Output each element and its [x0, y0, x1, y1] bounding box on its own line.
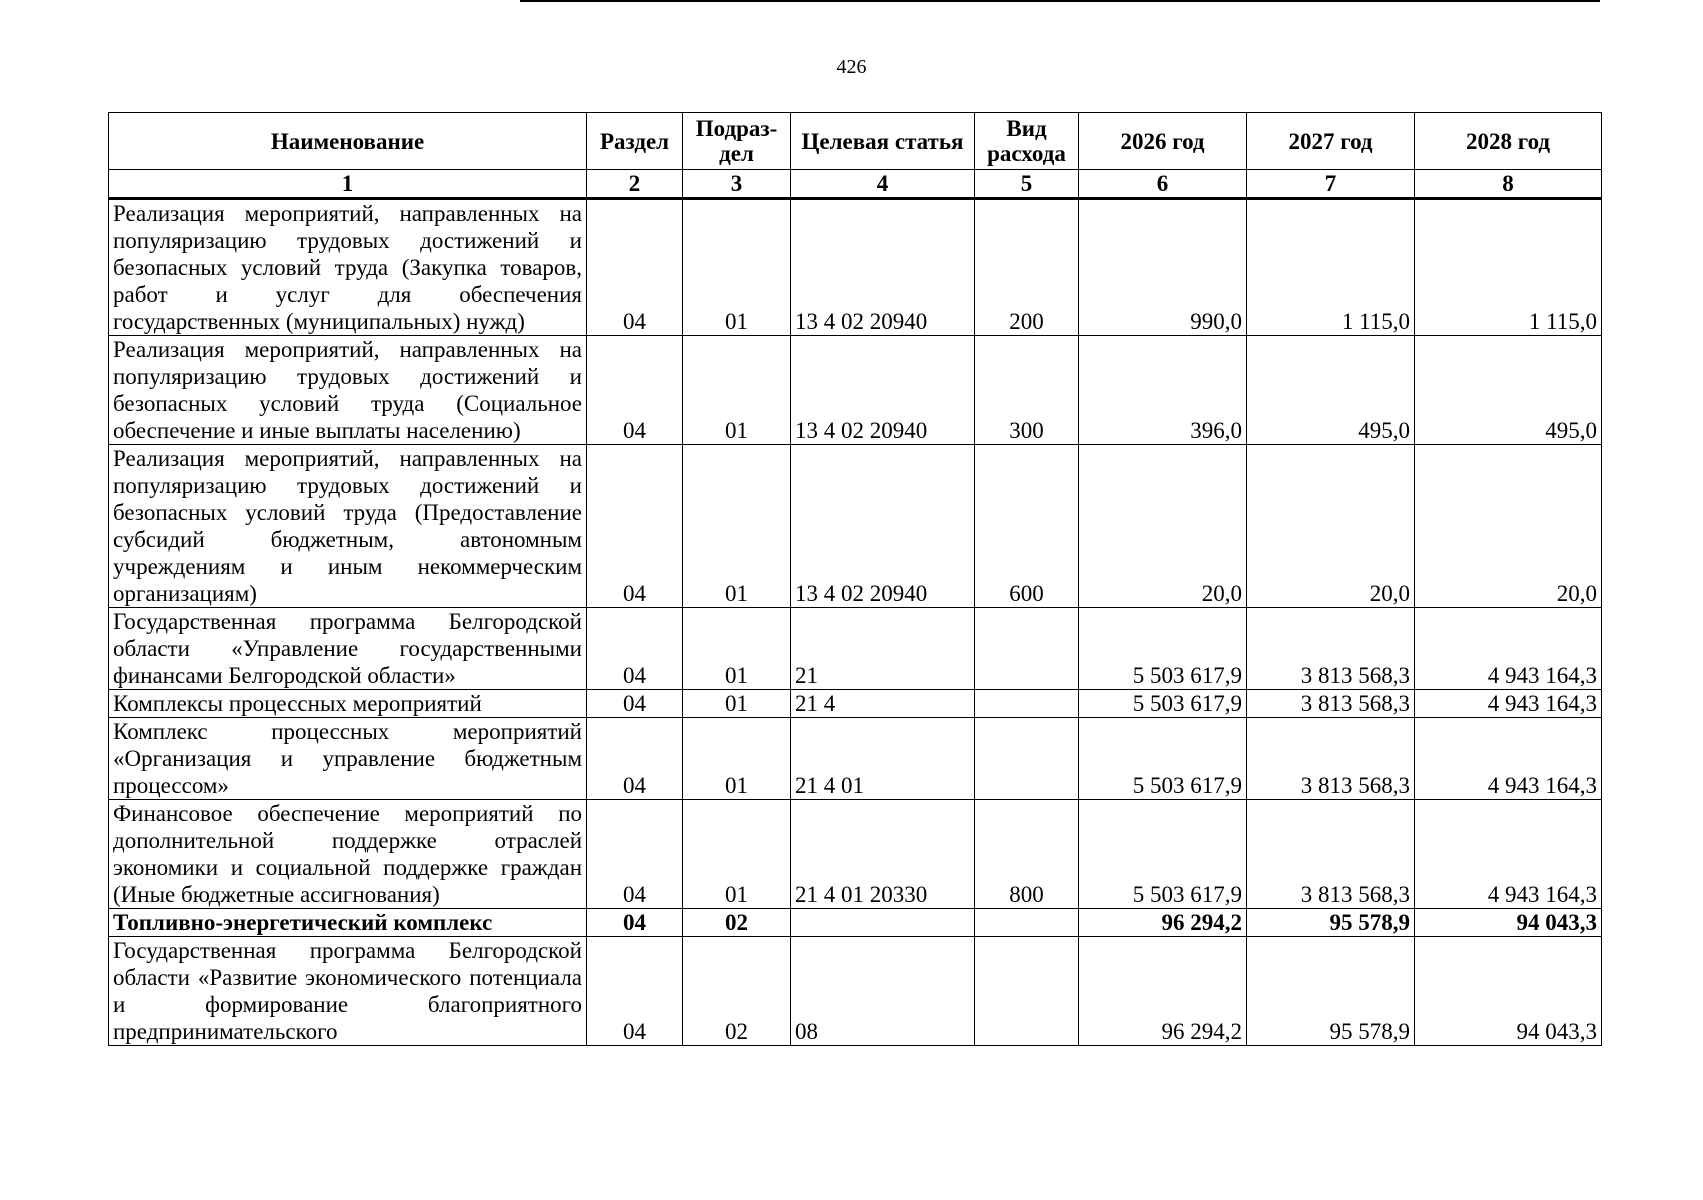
row-2026: 990,0 — [1079, 199, 1247, 336]
row-podrazdel: 01 — [683, 199, 791, 336]
header-2026: 2026 год — [1079, 113, 1247, 170]
column-number-row — [109, 170, 1602, 199]
row-name: Государственная программа Белгородской области «Развитие экономического потенциала и формирование благоприятного предпринимательского — [109, 937, 587, 1046]
table-row — [109, 199, 1602, 336]
row-name: Государственная программа Белгородской области «Управление государственными финансами Белгородской области» — [109, 608, 587, 690]
table-row — [109, 718, 1602, 800]
header-name: Наименование — [109, 113, 587, 170]
row-kind: 300 — [975, 336, 1079, 445]
row-target — [791, 909, 975, 937]
column-number: 8 — [1415, 170, 1602, 199]
row-2028: 20,0 — [1415, 445, 1602, 608]
header-target: Целевая статья — [791, 113, 975, 170]
row-podrazdel: 01 — [683, 800, 791, 909]
row-podrazdel: 01 — [683, 336, 791, 445]
row-name: Финансовое обеспечение мероприятий по дополнительной поддержке отраслей экономики и социальной поддержке граждан (Иные бюджетные ассигнования) — [109, 800, 587, 909]
row-2028: 94 043,3 — [1415, 909, 1602, 937]
row-2027: 1 115,0 — [1247, 199, 1415, 336]
row-name: Комплексы процессных мероприятий — [109, 690, 587, 718]
row-kind — [975, 937, 1079, 1046]
column-number: 3 — [683, 170, 791, 199]
row-2028: 4 943 164,3 — [1415, 800, 1602, 909]
row-2026: 96 294,2 — [1079, 937, 1247, 1046]
row-razdel: 04 — [587, 800, 683, 909]
header-kind: Вид расхода — [975, 113, 1079, 170]
row-target: 13 4 02 20940 — [791, 336, 975, 445]
row-kind — [975, 718, 1079, 800]
row-2026: 396,0 — [1079, 336, 1247, 445]
row-name: Топливно-энергетический комплекс — [109, 909, 587, 937]
row-2028: 1 115,0 — [1415, 199, 1602, 336]
row-target: 21 4 01 20330 — [791, 800, 975, 909]
table-row — [109, 690, 1602, 718]
row-2028: 94 043,3 — [1415, 937, 1602, 1046]
column-number: 4 — [791, 170, 975, 199]
table-row — [109, 608, 1602, 690]
row-2026: 5 503 617,9 — [1079, 800, 1247, 909]
row-podrazdel: 01 — [683, 608, 791, 690]
row-2028: 4 943 164,3 — [1415, 608, 1602, 690]
row-kind — [975, 909, 1079, 937]
row-target: 08 — [791, 937, 975, 1046]
row-2028: 495,0 — [1415, 336, 1602, 445]
row-kind: 200 — [975, 199, 1079, 336]
row-razdel: 04 — [587, 718, 683, 800]
row-target: 21 4 01 — [791, 718, 975, 800]
table-row — [109, 937, 1602, 1046]
top-rule — [520, 0, 1600, 2]
row-kind — [975, 608, 1079, 690]
header-podrazdel: Подраз-дел — [683, 113, 791, 170]
header-row — [109, 113, 1602, 170]
row-target: 13 4 02 20940 — [791, 445, 975, 608]
row-2027: 95 578,9 — [1247, 909, 1415, 937]
row-2027: 3 813 568,3 — [1247, 690, 1415, 718]
row-name: Реализация мероприятий, направленных на популяризацию трудовых достижений и безопасных условий труда (Закупка товаров, работ и услуг для обеспечения государственных (муниципальных) нужд) — [109, 199, 587, 336]
row-target: 21 — [791, 608, 975, 690]
row-kind — [975, 690, 1079, 718]
row-2027: 20,0 — [1247, 445, 1415, 608]
row-target: 21 4 — [791, 690, 975, 718]
column-number: 1 — [109, 170, 587, 199]
row-podrazdel: 02 — [683, 937, 791, 1046]
row-kind: 600 — [975, 445, 1079, 608]
row-razdel: 04 — [587, 336, 683, 445]
row-2026: 5 503 617,9 — [1079, 690, 1247, 718]
header-2028: 2028 год — [1415, 113, 1602, 170]
row-2027: 3 813 568,3 — [1247, 608, 1415, 690]
row-razdel: 04 — [587, 608, 683, 690]
row-2027: 3 813 568,3 — [1247, 800, 1415, 909]
row-podrazdel: 01 — [683, 690, 791, 718]
row-2028: 4 943 164,3 — [1415, 718, 1602, 800]
row-podrazdel: 01 — [683, 445, 791, 608]
row-2026: 20,0 — [1079, 445, 1247, 608]
table-row — [109, 445, 1602, 608]
row-kind: 800 — [975, 800, 1079, 909]
table-row — [109, 336, 1602, 445]
row-podrazdel: 01 — [683, 718, 791, 800]
row-razdel: 04 — [587, 937, 683, 1046]
row-2028: 4 943 164,3 — [1415, 690, 1602, 718]
row-target: 13 4 02 20940 — [791, 199, 975, 336]
row-2027: 495,0 — [1247, 336, 1415, 445]
page-number: 426 — [836, 56, 867, 78]
budget-table — [108, 112, 1602, 1046]
row-2026: 5 503 617,9 — [1079, 608, 1247, 690]
header-razdel: Раздел — [587, 113, 683, 170]
row-podrazdel: 02 — [683, 909, 791, 937]
row-razdel: 04 — [587, 445, 683, 608]
row-name: Комплекс процессных мероприятий «Организация и управление бюджетным процессом» — [109, 718, 587, 800]
column-number: 5 — [975, 170, 1079, 199]
column-number: 6 — [1079, 170, 1247, 199]
row-2027: 3 813 568,3 — [1247, 718, 1415, 800]
row-razdel: 04 — [587, 199, 683, 336]
row-2027: 95 578,9 — [1247, 937, 1415, 1046]
table-row-section — [109, 909, 1602, 937]
row-name: Реализация мероприятий, направленных на популяризацию трудовых достижений и безопасных условий труда (Социальное обеспечение и иные выплаты населению) — [109, 336, 587, 445]
row-2026: 5 503 617,9 — [1079, 718, 1247, 800]
column-number: 2 — [587, 170, 683, 199]
row-razdel: 04 — [587, 690, 683, 718]
row-name: Реализация мероприятий, направленных на популяризацию трудовых достижений и безопасных условий труда (Предоставление субсидий бюджетным, автономным учреждениям и иным некоммерческим организациям) — [109, 445, 587, 608]
column-number: 7 — [1247, 170, 1415, 199]
row-2026: 96 294,2 — [1079, 909, 1247, 937]
row-razdel: 04 — [587, 909, 683, 937]
table-row — [109, 800, 1602, 909]
header-2027: 2027 год — [1247, 113, 1415, 170]
